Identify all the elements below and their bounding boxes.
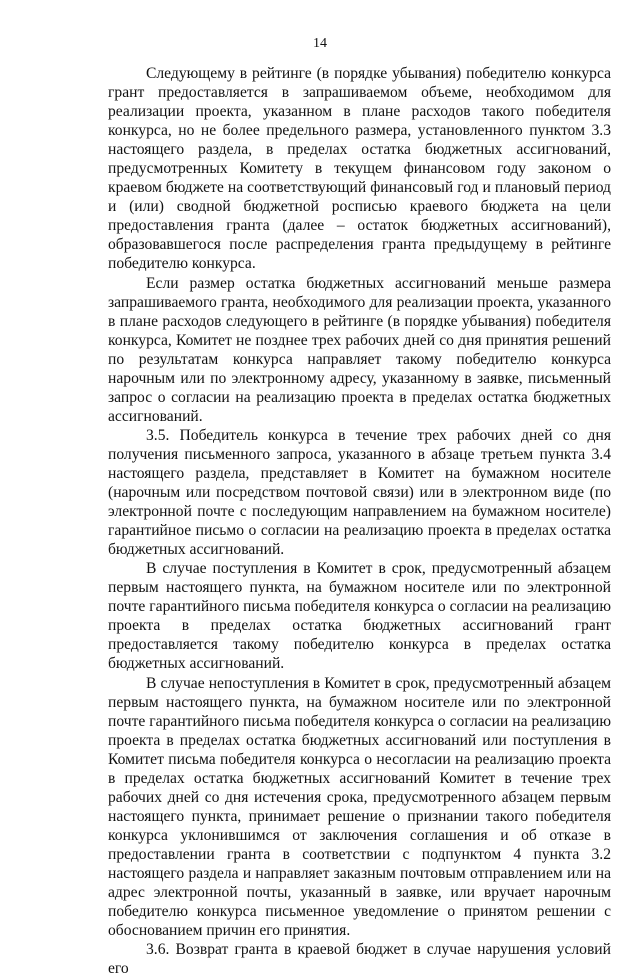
- page-number: 14: [313, 36, 327, 51]
- paragraph-clause-3-5: 3.5. Победитель конкурса в течение трех рабочих дней со дня получения письменного запроса, указанного в абзаце третьем пункта 3.4 настоящего раздела, представляет в Комитет на бумажном носителе (нарочным или посредством почтовой связи) или в электронном виде (по электронной почте с последующим направлением на бумажном носителе) гарантийное письмо о согласии на реализацию проекта в пределах остатка бюджетных ассигнований.: [108, 426, 611, 559]
- paragraph-grant-next-winner: Следующему в рейтинге (в порядке убывания) победителю конкурса грант предоставляется в запрашиваемом объеме, необходимом для реализации проекта, указанном в плане расходов такого победителя конкурса, но не более предельного размера, установленного пунктом 3.3 настоящего раздела, в пределах остатка бюджетных ассигнований, предусмотренных Комитету в текущем финансовом году законом о краевом бюджете на соответствующий финансовый год и плановый период и (или) сводной бюджетной росписью краевого бюджета на цели предоставления гранта (далее – остаток бюджетных ассигнований), образовавшегося после распределения гранта предыдущему в рейтинге победителю конкурса.: [108, 65, 611, 273]
- paragraph-clause-3-6: 3.6. Возврат гранта в краевой бюджет в случае нарушения условий его: [108, 941, 611, 978]
- document-body: [108, 64, 611, 978]
- paragraph-receipt-consent: В случае поступления в Комитет в срок, предусмотренный абзацем первым настоящего пункта, на бумажном носителе или по электронной почте гарантийного письма победителя конкурса о согласии на реализацию проекта в пределах остатка бюджетных ассигнований грант предоставляется такому победителю конкурса в пределах остатка бюджетных ассигнований.: [108, 560, 611, 673]
- paragraph-non-receipt: В случае непоступления в Комитет в срок, предусмотренный абзацем первым настоящего пункта, на бумажном носителе или по электронной почте гарантийного письма победителя конкурса о согласии на реализацию проекта в пределах остатка бюджетных ассигнований или поступления в Комитет письма победителя конкурса о несогласии на реализацию проекта в пределах остатка бюджетных ассигнований Комитет в течение трех рабочих дней со дня истечения срока, предусмотренного абзацем первым настоящего пункта, принимает решение о признании такого победителя конкурса уклонившимся от заключения соглашения и об отказе в предоставлении гранта в соответствии с подпунктом 4 пункта 3.2 настоящего раздела и направляет заказным почтовым отправлением или на адрес электронной почты, указанный в заявке, или вручает нарочным победителю конкурса письменное уведомление о принятом решении с обоснованием причин его принятия.: [108, 674, 611, 940]
- paragraph-insufficient-balance: Если размер остатка бюджетных ассигнований меньше размера запрашиваемого гранта, необходимого для реализации проекта, указанного в плане расходов следующего в рейтинге (в порядке убывания) победителя конкурса, Комитет не позднее трех рабочих дней со дня принятия решений по результатам конкурса направляет такому победителю конкурса нарочным или по электронному адресу, указанному в заявке, письменный запрос о согласии на реализацию проекта в пределах остатка бюджетных ассигнований.: [108, 274, 611, 425]
